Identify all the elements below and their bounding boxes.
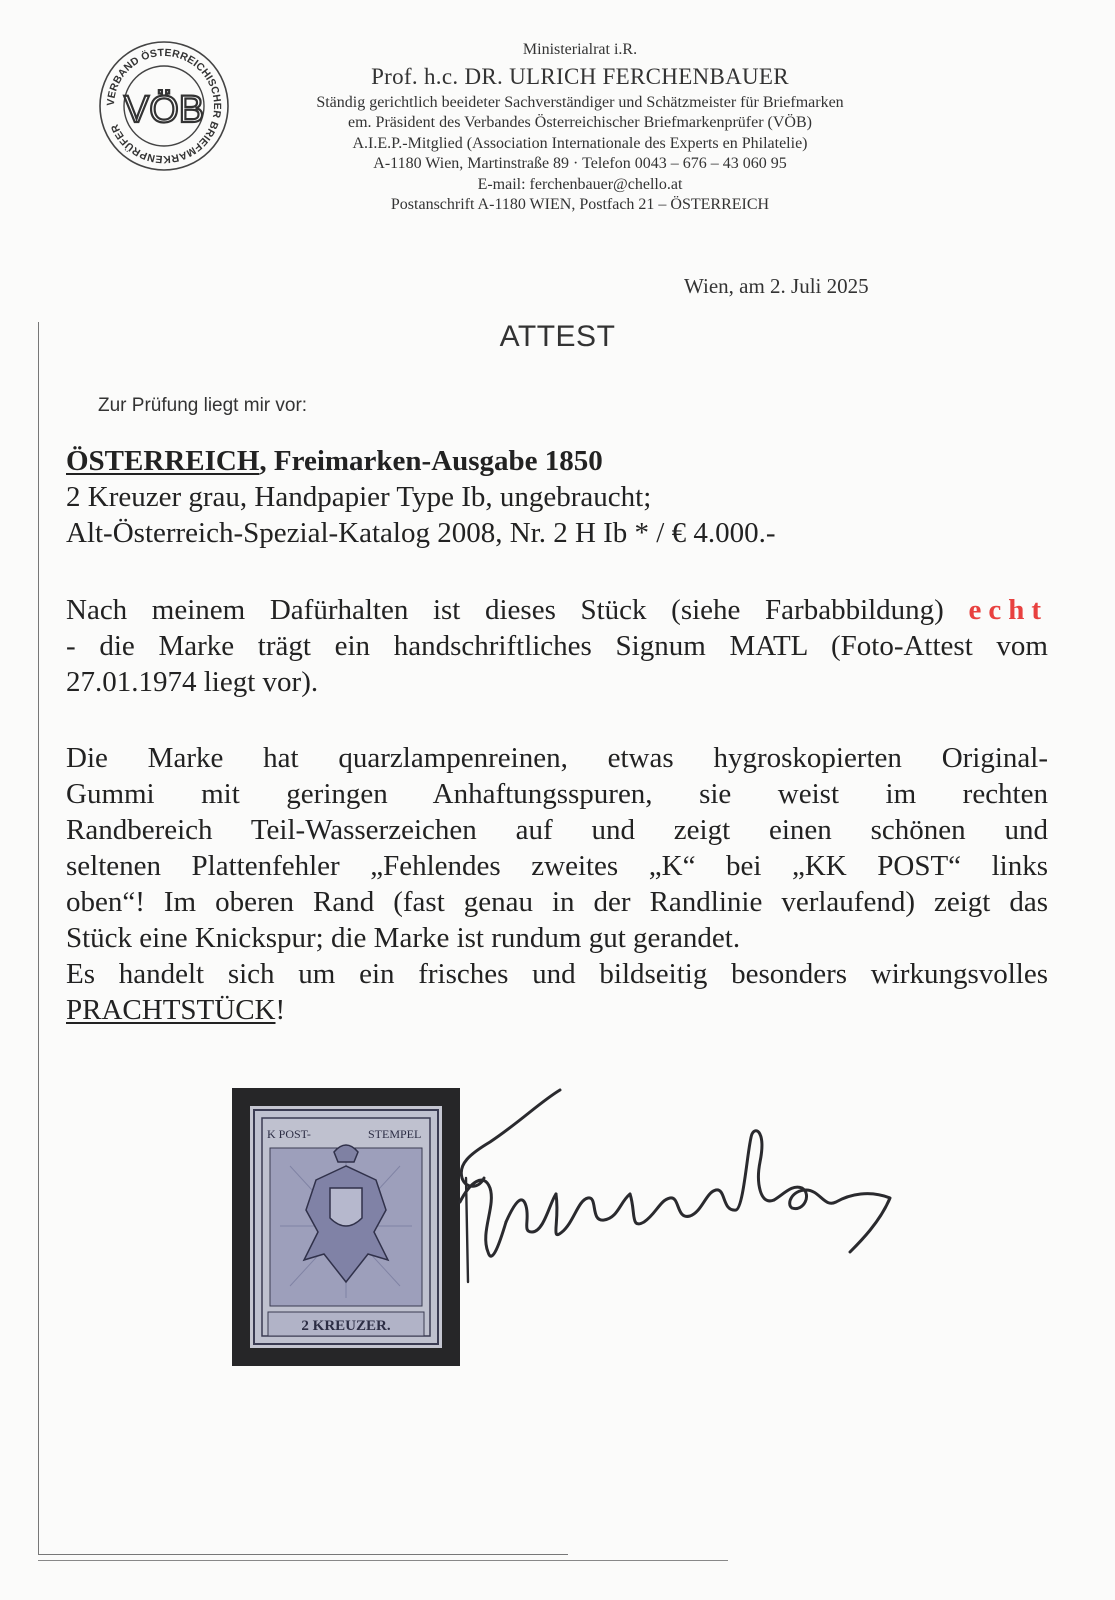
frame-bottom-line (38, 1554, 568, 1555)
opinion-line1 (66, 592, 1048, 628)
description-paragraph (66, 740, 1048, 1028)
item-block (66, 443, 1048, 551)
verdict-echt: echt (968, 594, 1048, 626)
letterhead-line6: Postanschrift A-1180 WIEN, Postfach 21 – ÖSTERREICH (390, 196, 770, 214)
stamp-value-text: 2 KREUZER. (301, 1318, 391, 1334)
stamp-text-top-left: K POST- (267, 1127, 311, 1141)
description-final-line (66, 992, 1048, 1028)
letterhead-line1: Ständig gerichtlich beeideter Sachverständiger und Schätzmeister für Briefmarken (316, 93, 844, 111)
seal-center-text: VÖB (123, 89, 205, 131)
item-catalog: Alt-Österreich-Spezial-Katalog 2008, Nr. 2 H Ib * / € 4.000.- (66, 517, 776, 549)
exclamation: ! (275, 994, 286, 1026)
letterhead-name: Prof. h.c. DR. ULRICH FERCHENBAUER (371, 64, 789, 90)
frame-bottom-line-secondary (38, 1560, 728, 1561)
opinion-line3: 27.01.1974 liegt vor). (66, 666, 319, 698)
description-line: Stück eine Knickspur; die Marke ist rundum gut gerandet. (66, 922, 741, 954)
intro-text: Zur Prüfung liegt mir vor: (98, 395, 308, 416)
opinion-block (66, 592, 1048, 700)
item-issue: , Freimarken-Ausgabe 1850 (259, 445, 603, 477)
letterhead-line3: A.I.E.P.-Mitglied (Association Internationale des Experts en Philatelie) (352, 134, 808, 152)
document-date: Wien, am 2. Juli 2025 (684, 274, 869, 298)
letterhead-rank: Ministerialrat i.R. (522, 41, 638, 58)
page-title: ATTEST (499, 320, 616, 353)
frame-left-line (38, 322, 39, 1555)
opinion-line2: - die Marke trägt ein handschriftliches Signum MATL (Foto-Attest vom (66, 630, 1048, 662)
description-line: Randbereich Teil-Wasserzeichen auf und zeigt einen schönen und (66, 814, 1048, 846)
voeb-seal (98, 40, 230, 172)
description-line: Es handelt sich um ein frisches und bildseitig besonders wirkungsvolles (66, 958, 1048, 990)
letterhead-line2: em. Präsident des Verbandes Österreichischer Briefmarkenprüfer (VÖB) (348, 114, 812, 132)
item-description: 2 Kreuzer grau, Handpapier Type Ib, ungebraucht; (66, 481, 652, 513)
stamp-image (250, 1106, 442, 1348)
description-line: seltenen Plattenfehler „Fehlendes zweites „K“ bei „KK POST“ links (66, 850, 1048, 882)
handwritten-signature (440, 1082, 910, 1322)
description-line: oben“! Im oberen Rand (fast genau in der Randlinie verlaufend) zeigt das (66, 886, 1048, 918)
opinion-line1-text: Nach meinem Dafürhalten ist dieses Stück (siehe Farbabbildung) (66, 594, 944, 626)
item-heading (66, 443, 1048, 479)
prachtstueck-text: PRACHTSTÜCK (66, 994, 276, 1026)
item-country: ÖSTERREICH (66, 445, 260, 477)
letterhead (240, 40, 920, 216)
description-line: Gummi mit geringen Anhaftungsspuren, sie weist im rechten (66, 778, 1048, 810)
description-line: Die Marke hat quarzlampenreinen, etwas hygroskopierten Original- (66, 742, 1048, 774)
letterhead-line5: E-mail: ferchenbauer@chello.at (477, 175, 683, 193)
stamp-text-top-right: STEMPEL (368, 1127, 422, 1141)
stamp-photo (232, 1088, 460, 1366)
seal-ring-text: VERBAND ÖSTERREICHISCHER BRIEFMARKENPRÜFER (104, 46, 224, 166)
stamp-artwork (250, 1106, 442, 1348)
letterhead-line4: A-1180 Wien, Martinstraße 89 · Telefon 0043 – 676 – 43 060 95 (373, 155, 787, 173)
